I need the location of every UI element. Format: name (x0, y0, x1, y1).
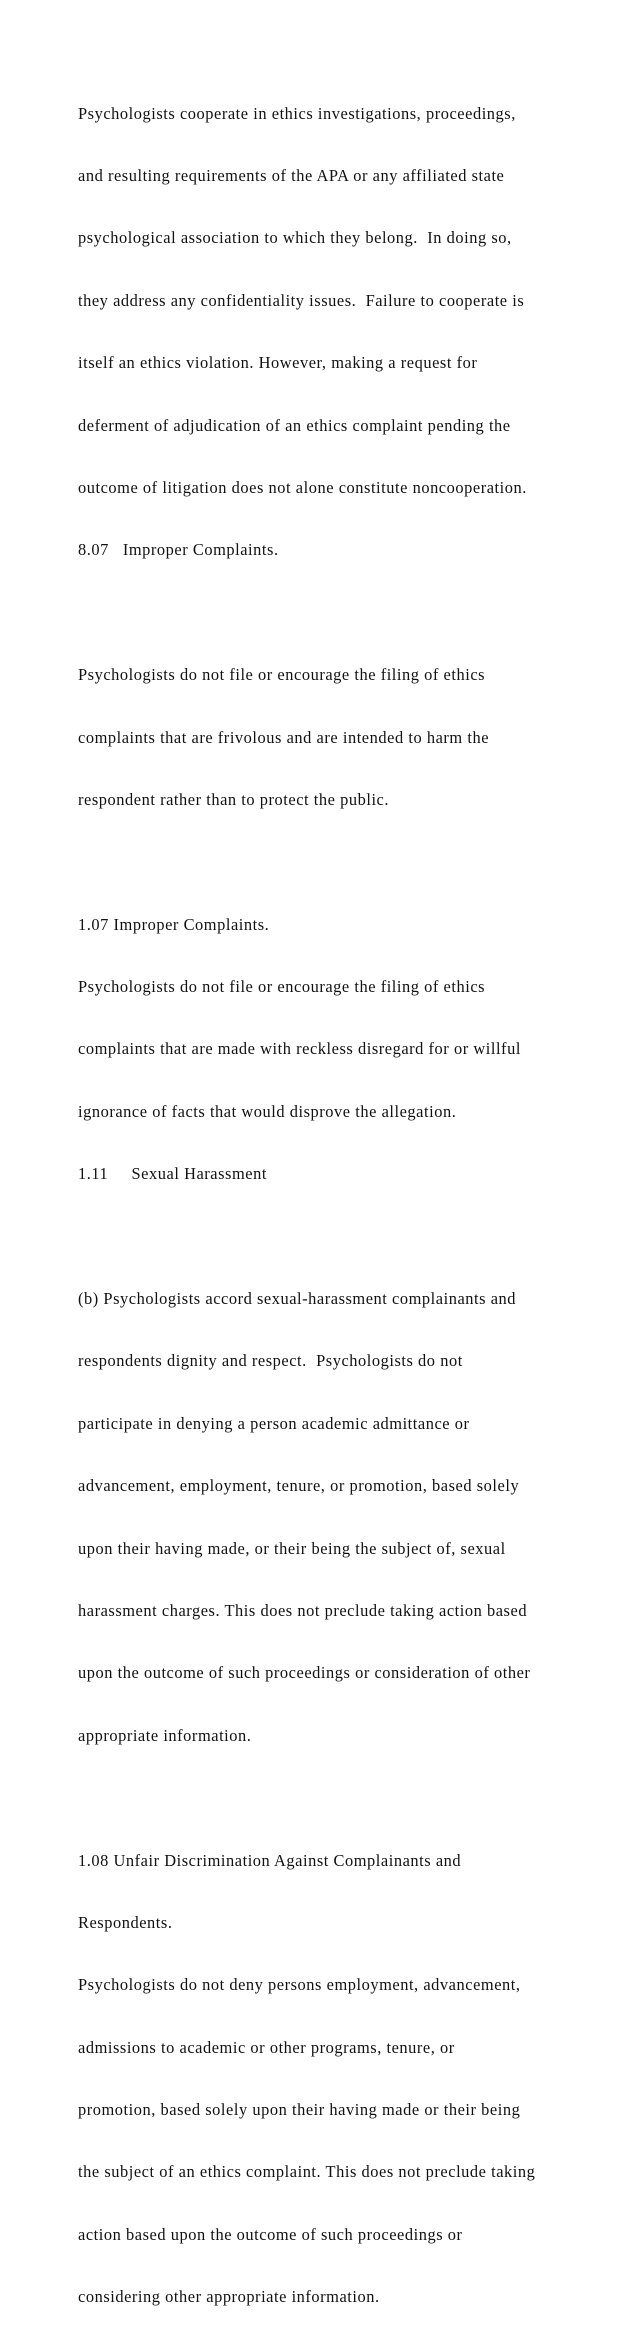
text-line: complaints that are made with reckless disregard for or willful (78, 1039, 521, 1059)
paragraph-gap (78, 852, 618, 873)
text-line: ignorance of facts that would disprove the allegation. (78, 1101, 457, 1121)
text-line: they address any confidentiality issues. Failure to cooperate is (78, 290, 525, 310)
text-line: psychological association to which they belong. In doing so, (78, 228, 512, 248)
text-line: advancement, employment, tenure, or promotion, based solely (78, 1476, 520, 1496)
text-line: promotion, based solely upon their having made or their being (78, 2100, 521, 2120)
text-line: Psychologists do not deny persons employment, advancement, (78, 1975, 521, 1995)
section-heading: 1.07 Improper Complaints. (78, 914, 270, 934)
text-line: respondent rather than to protect the public. (78, 789, 390, 809)
section-heading: Respondents. (78, 1912, 173, 1932)
section-heading: 1.08 Unfair Discrimination Against Complainants and (78, 1850, 462, 1870)
text-line: the subject of an ethics complaint. This does not preclude taking (78, 2162, 536, 2182)
text-line: outcome of litigation does not alone constitute noncooperation. (78, 477, 527, 497)
section-heading: 8.07 Improper Complaints. (78, 540, 279, 560)
paragraph-gap (78, 1227, 618, 1248)
paragraph-gap (78, 1788, 618, 1809)
text-line: complaints that are frivolous and are intended to harm the (78, 727, 490, 747)
text-line: Psychologists cooperate in ethics investigations, proceedings, (78, 103, 516, 123)
text-line: and resulting requirements of the APA or any affiliated state (78, 165, 505, 185)
text-line: harassment charges. This does not preclude taking action based (78, 1600, 528, 1620)
text-line: Psychologists do not file or encourage the filing of ethics (78, 665, 486, 685)
section-heading: 1.11 Sexual Harassment (78, 1164, 267, 1184)
text-line: upon their having made, or their being the subject of, sexual (78, 1538, 506, 1558)
text-line: participate in denying a person academic admittance or (78, 1413, 470, 1433)
document-page (78, 62, 618, 2329)
text-line: action based upon the outcome of such proceedings or (78, 2224, 463, 2244)
text-line: considering other appropriate information. (78, 2287, 380, 2307)
text-line: deferment of adjudication of an ethics complaint pending the (78, 415, 511, 435)
text-line: upon the outcome of such proceedings or consideration of other (78, 1663, 531, 1683)
text-line: itself an ethics violation. However, making a request for (78, 353, 478, 373)
text-line: Psychologists do not file or encourage the filing of ethics (78, 977, 486, 997)
text-line: (b) Psychologists accord sexual-harassment complainants and (78, 1289, 517, 1309)
text-line: admissions to academic or other programs, tenure, or (78, 2037, 455, 2057)
text-line: respondents dignity and respect. Psychologists do not (78, 1351, 463, 1371)
text-line: appropriate information. (78, 1725, 252, 1745)
paragraph-gap (78, 603, 618, 624)
